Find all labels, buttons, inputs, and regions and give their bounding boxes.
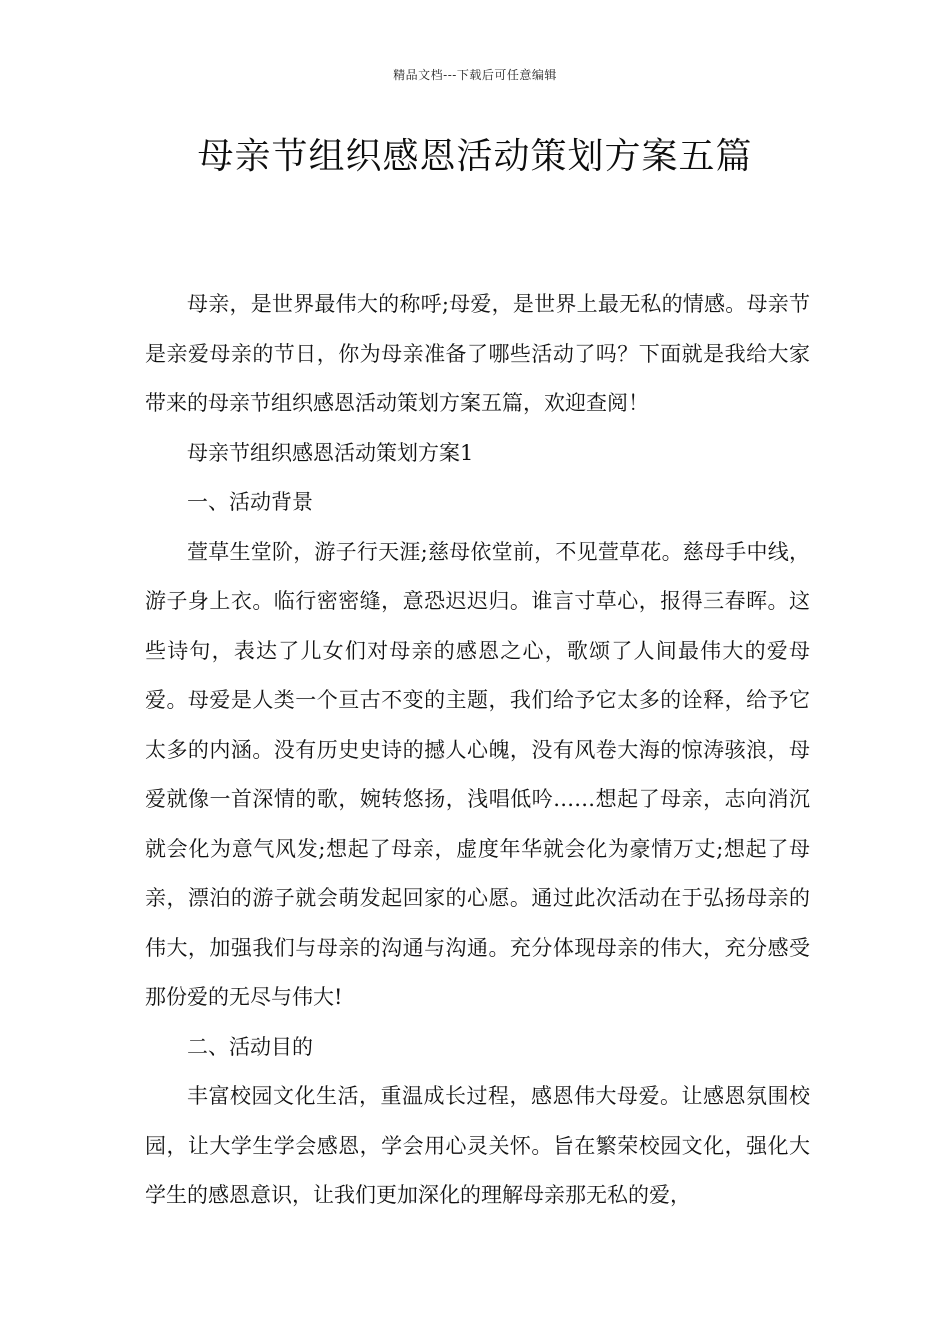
background-paragraph: 萱草生堂阶，游子行天涯;慈母依堂前，不见萱草花。慈母手中线，游子身上衣。临行密密缝，意恐迟迟归。谁言寸草心，报得三春晖。这些诗句，表达了儿女们对母亲的感恩之心，歌颂了人间最伟大的爱母爱。母爱是人类一个亘古不变的主题，我们给予它太多的诠释，给予它太多的内涵。没有历史史诗的撼人心魄，没有风卷大海的惊涛骇浪，母爱就像一首深情的歌，婉转悠扬，浅唱低吟……想起了母亲，志向消沉就会化为意气风发;想起了母亲，虚度年华就会化为豪情万丈;想起了母亲，漂泊的游子就会萌发起回家的心愿。通过此次活动在于弘扬母亲的伟大，加强我们与母亲的沟通与沟通。充分体现母亲的伟大，充分感受那份爱的无尽与伟大! bbox=[145, 539, 810, 1009]
intro-paragraph: 母亲，是世界最伟大的称呼;母爱，是世界上最无私的情感。母亲节是亲爱母亲的节日，你为母亲准备了哪些活动了吗？下面就是我给大家带来的母亲节组织感恩活动策划方案五篇，欢迎查阅！ bbox=[145, 292, 810, 415]
purpose-paragraph: 丰富校园文化生活，重温成长过程，感恩伟大母爱。让感恩氛围校园，让大学生学会感恩，学会用心灵关怀。旨在繁荣校园文化，强化大学生的感恩意识，让我们更加深化的理解母亲那无私的爱， bbox=[145, 1084, 810, 1207]
subheading-background: 一、活动背景 bbox=[187, 490, 313, 514]
document-body bbox=[145, 280, 810, 1221]
subheading-purpose: 二、活动目的 bbox=[187, 1034, 313, 1059]
header-note: 精品文档---下载后可任意编辑 bbox=[393, 68, 557, 82]
document-title: 母亲节组织感恩活动策划方案五篇 bbox=[197, 136, 753, 177]
section-heading-plan-1: 母亲节组织感恩活动策划方案1 bbox=[187, 440, 474, 465]
